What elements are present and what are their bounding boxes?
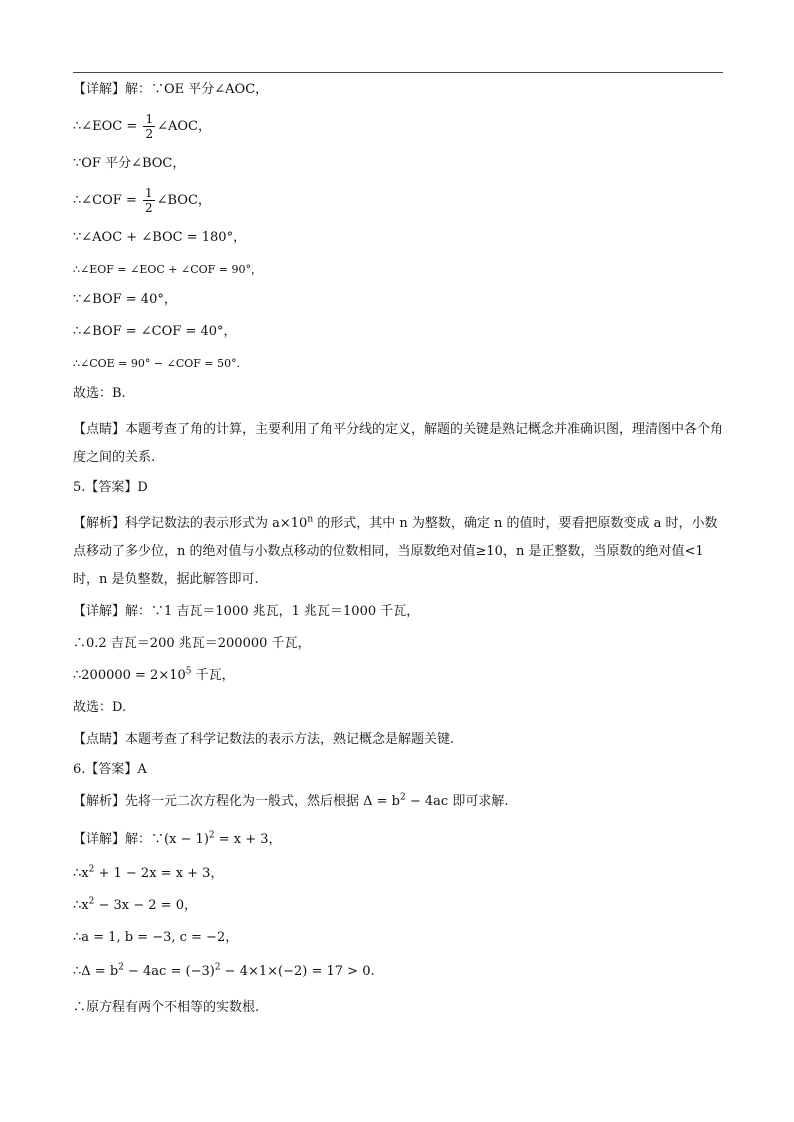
header-rule [73, 72, 723, 73]
text: ∠AOC， [157, 119, 211, 134]
text: ∵∠BOF = 40°， [73, 292, 177, 307]
line-analysis-5 [73, 510, 723, 594]
superscript: n [307, 514, 314, 525]
text: + 1 − 2x = x + 3， [94, 866, 224, 881]
line-answer-6 [73, 760, 147, 780]
line-detail-5a [73, 602, 419, 622]
superscript: 2 [118, 962, 124, 973]
fraction-numerator: 1 [144, 186, 153, 200]
text: − 4ac 即可求解. [405, 794, 509, 809]
text: ∵OF 平分∠BOC， [73, 156, 186, 171]
line-comment-4 [73, 416, 723, 472]
text: − 3x − 2 = 0， [94, 898, 197, 913]
text: 的形式，其中 n 为整数，确定 n 的值时，要看把原数变成 a 时，小数点移动了多少位，n 的绝对值与小数点移动的位数相同，当原数绝对值≥10，n 是正整数，当原数的绝对值<1 时，n 是负整数，据此解答即可. [73, 516, 718, 587]
text: ∴a = 1, b = −3, c = −2， [73, 930, 239, 945]
superscript: 2 [214, 962, 221, 973]
text: ∴x [73, 898, 89, 913]
text: − 4×1×(−2) = 17 > 0. [220, 964, 375, 979]
fraction-half [143, 186, 155, 215]
text: 故选：B. [73, 386, 126, 401]
text: ∴∠COF = [73, 193, 137, 208]
line-analysis-6 [73, 792, 508, 812]
superscript: 2 [88, 864, 95, 875]
line-cof-half [73, 186, 211, 215]
line-detail-6d [73, 928, 238, 948]
line-of-bisect [73, 154, 185, 174]
text: ∴∠EOF = ∠EOC + ∠COF = 90°， [73, 263, 262, 276]
superscript: 2 [208, 830, 215, 841]
text: ∵∠AOC + ∠BOC = 180°， [73, 230, 247, 245]
text: 6.【答案】A [73, 762, 147, 777]
text: 【详解】解：∵1 吉瓦＝1000 兆瓦，1 兆瓦＝1000 千瓦， [73, 604, 420, 619]
line-conclusion-6 [73, 998, 259, 1018]
line-detail-5b [73, 634, 311, 654]
fraction-numerator: 1 [145, 112, 154, 126]
text: 【解析】科学记数法的表示形式为 a×10 [73, 516, 308, 531]
text: ∴0.2 吉瓦＝200 兆瓦＝200000 千瓦， [73, 636, 311, 651]
line-eoc-half [73, 112, 211, 141]
text: 【点睛】本题考查了科学记数法的表示方法，熟记概念是解题关键. [73, 732, 455, 747]
superscript: 2 [400, 792, 406, 803]
text: 千瓦， [191, 668, 235, 683]
text: ∴∠EOC = [73, 119, 138, 134]
text: ∴∠COE = 90° − ∠COF = 50°. [73, 357, 241, 370]
text: ∴∠BOF = ∠COF = 40°， [73, 324, 237, 339]
fraction-denominator: 2 [144, 201, 153, 215]
text: ∴原方程有两个不相等的实数根. [73, 1000, 260, 1015]
text: 【详解】解：∵(x − 1) [73, 832, 209, 847]
text: 【点睛】本题考查了角的计算，主要利用了角平分线的定义，解题的关键是熟记概念并准确识图，理清图中各个角度之间的关系. [73, 422, 724, 465]
text: ∴200000 = 2×10 [73, 668, 186, 683]
line-comment-5 [73, 730, 454, 750]
fraction-denominator: 2 [145, 127, 154, 141]
superscript: 5 [185, 666, 192, 677]
line-bof-cof [73, 322, 237, 342]
line-detail-1 [73, 80, 268, 100]
line-detail-6c [73, 896, 197, 916]
text: ∴x [73, 866, 89, 881]
line-choose-b [73, 384, 126, 404]
line-sum-180 [73, 228, 246, 248]
line-coe-50 [73, 354, 240, 374]
text: ∴Δ = b [73, 964, 119, 979]
line-answer-5 [73, 478, 148, 498]
text: − 4ac = (−3) [123, 964, 215, 979]
fraction-half [143, 112, 155, 141]
text: ∠BOC， [156, 193, 211, 208]
line-choose-d [73, 698, 126, 718]
text: 【详解】解：∵OE 平分∠AOC， [73, 82, 269, 97]
line-bof-40 [73, 290, 177, 310]
line-detail-6e [73, 962, 375, 982]
text: 5.【答案】D [73, 480, 148, 495]
text: = x + 3， [214, 832, 282, 847]
text: 【解析】先将一元二次方程化为一般式，然后根据 Δ = b [73, 794, 400, 809]
text: 故选：D. [73, 700, 127, 715]
superscript: 2 [88, 896, 95, 907]
line-detail-6a [73, 830, 282, 850]
line-detail-6b [73, 864, 223, 884]
line-detail-5c [73, 666, 235, 686]
line-eof-90 [73, 260, 262, 280]
